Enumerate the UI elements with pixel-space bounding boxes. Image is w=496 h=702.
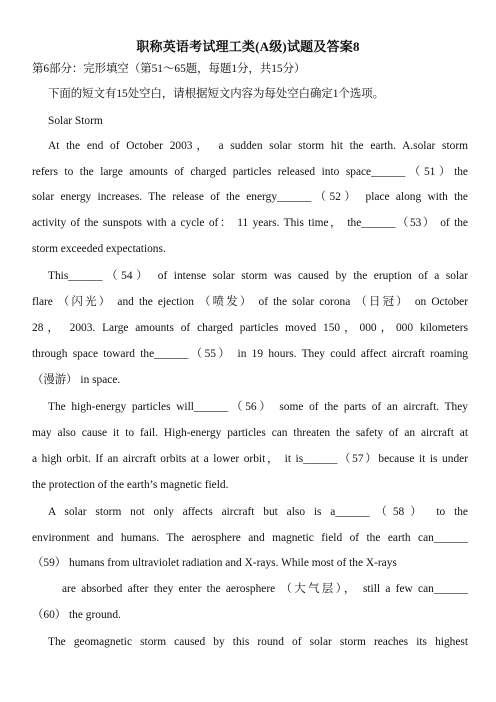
passage-line: the protection of the earth’s magnetic field. [32, 479, 229, 491]
passage-line: activity of the sunspots with a cycle of： 11 years. This time， the______（53） of the [32, 217, 468, 229]
passage-title: Solar Storm [48, 115, 103, 127]
passage-line: a high orbit. If an aircraft orbits at a lower orbit， it is______（57）because it is under [32, 453, 468, 465]
passage-line: may also cause it to fail. High-energy particles can threaten the safety of an aircraft at [32, 427, 468, 439]
passage-line: 28， 2003. Large amounts of charged particles moved 150，000，000 kilometers [32, 322, 468, 334]
passage-line: At the end of October 2003， a sudden solar storm hit the earth. A.solar storm [48, 140, 468, 152]
section-header: 第6部分：完形填空（第51～65题，每题1分，共15分） [32, 63, 306, 75]
passage-line: refers to the large amounts of charged particles released into space______（51）the [32, 166, 468, 178]
passage-line: flare （闪光） and the ejection （喷发） of the solar corona （日冠） on October [32, 296, 468, 308]
passage-line: environment and humans. The aerosphere and magnetic field of the earth can______ [32, 532, 468, 544]
passage-line: are absorbed after they enter the aerosphere （大气层）， still a few can______ [62, 583, 468, 595]
document-title: 职称英语考试理工类(A级)试题及答案8 [136, 39, 360, 54]
passage-line: （漫游） in space. [32, 374, 121, 386]
passage-line: This______（54） of intense solar storm was caused by the eruption of a solar [48, 270, 468, 282]
instruction-text: 下面的短文有15处空白，请根据短文内容为每处空白确定1个选项。 [48, 88, 385, 100]
passage-line: （59） humans from ultraviolet radiation and X-rays. While most of the X-rays [32, 557, 397, 569]
passage-line: The high-energy particles will______（56） some of the parts of an aircraft. They [48, 401, 468, 413]
passage-line: （60） the ground. [32, 609, 121, 621]
passage-line: The geomagnetic storm caused by this round of solar storm reaches its highest [48, 636, 468, 648]
passage-line: solar energy increases. The release of the energy______（52） place along with the [32, 191, 468, 203]
passage-line: storm exceeded expectations. [32, 243, 166, 255]
passage-line: through space toward the______（55） in 19 hours. They could affect aircraft roaming [32, 348, 468, 360]
passage-line: A solar storm not only affects aircraft but also is a______（58） to the [48, 506, 468, 518]
